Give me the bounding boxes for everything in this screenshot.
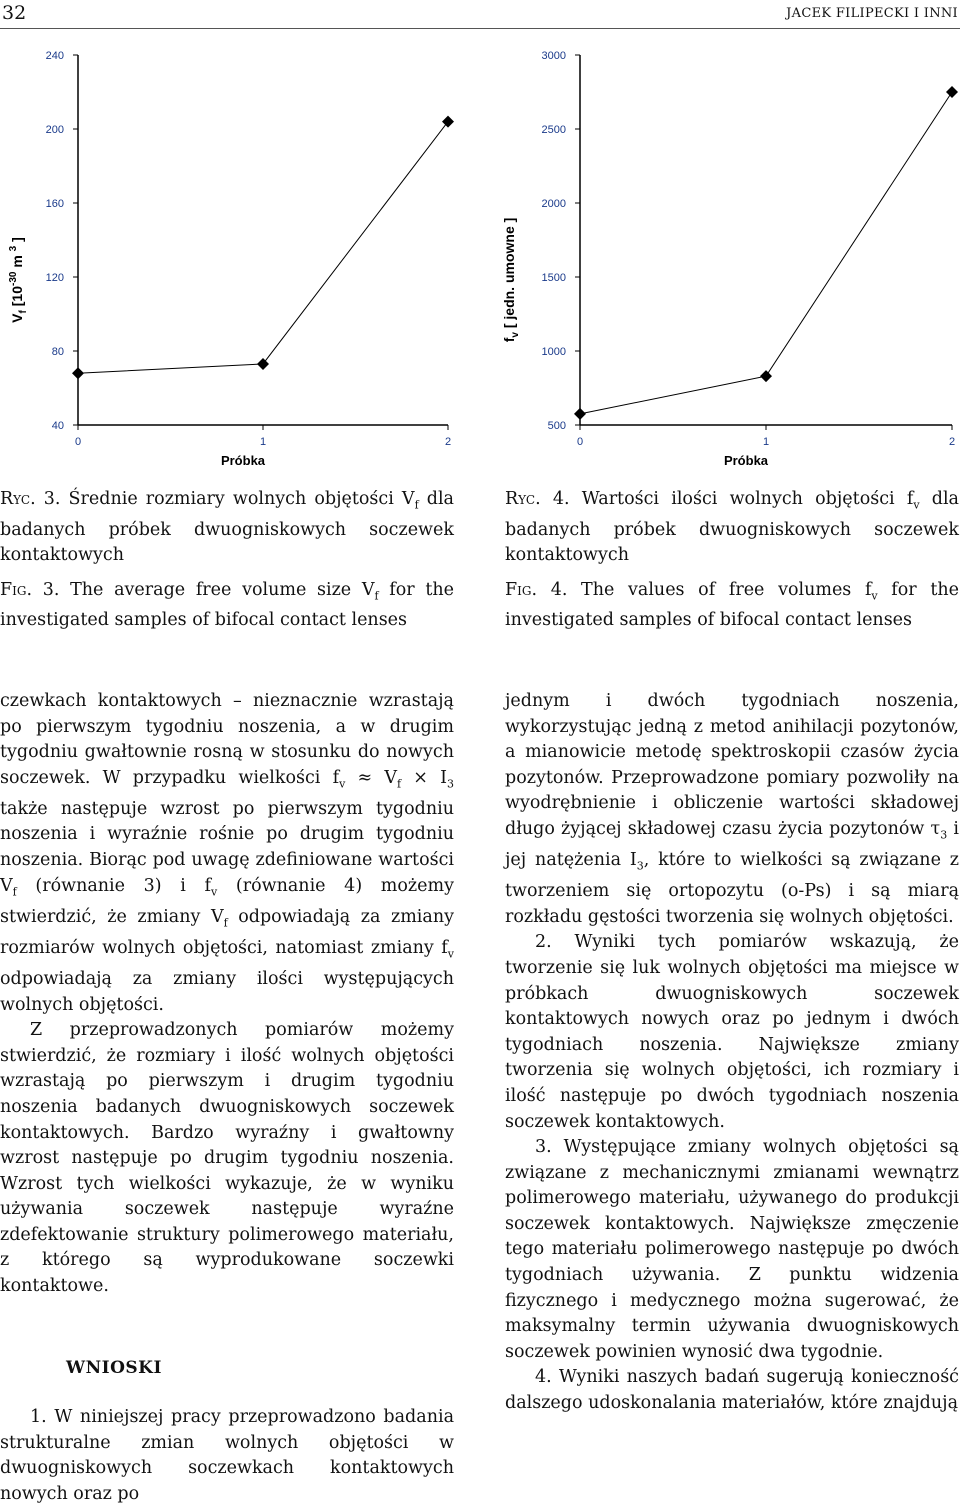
x-axis-label: Próbka bbox=[220, 453, 266, 468]
y-axis-label-unit: [ jedn. umowne ] bbox=[501, 217, 517, 333]
subscript: 3 bbox=[447, 777, 454, 791]
text-run: jednym i dwóch tygodniach noszenia, wykorzystując jedną z metod anihilacji pozytonów, a mianowicie metodę spektroskopii czasów życia pozytonów. Przeprowadzone pomiary pozwoliły na wyodrębnienie i obliczenie wartości składowej długo żyjącej składowej czasu życia pozytonów τ bbox=[505, 691, 959, 839]
x-tick-label: 2 bbox=[948, 436, 956, 448]
caption-fig4-pl-text2: dla badanych próbek dwuogniskowych soczewek kontaktowych bbox=[505, 489, 959, 565]
subscript: v bbox=[447, 947, 454, 961]
x-tick-label: 1 bbox=[259, 436, 267, 448]
header-rule bbox=[0, 28, 960, 29]
x-axis-label: Próbka bbox=[723, 453, 769, 468]
data-point bbox=[946, 86, 958, 98]
caption-fig4-en-label: Fig. 4. bbox=[505, 579, 568, 600]
running-head: JACEK FILIPECKI I INNI bbox=[786, 6, 958, 21]
x-tick-label: 2 bbox=[444, 436, 452, 448]
y-tick-label: 40 bbox=[51, 420, 64, 432]
series-line bbox=[580, 92, 952, 414]
subscript: 3 bbox=[940, 828, 948, 842]
caption-fig3-en-text1: The average free volume size V bbox=[59, 579, 375, 600]
y-tick-label: 120 bbox=[45, 272, 64, 284]
caption-fig4-pl-text1: Wartości ilości wolnych objętości f bbox=[569, 489, 914, 509]
y-tick-label: 3000 bbox=[541, 50, 566, 62]
y-axis-label-exp: -30 bbox=[8, 271, 19, 286]
caption-fig3-en bbox=[0, 578, 454, 634]
text-run: odpowiadają za zmiany ilości występujących wolnych objętości. bbox=[0, 968, 454, 1015]
subscript: v bbox=[339, 777, 346, 791]
right-paragraph-4: 4. Wyniki naszych badań sugerują konieczność dalszego udoskonalania materiałów, które znajdują bbox=[505, 1367, 959, 1414]
text-run: (równanie 4) możemy stwierdzić, że zmiany V bbox=[0, 875, 454, 927]
text-run: także następuje wzrost po pierwszym tygodniu noszenia i wyraźnie rośnie po drugim tygodniu noszenia. Biorąc pod uwagę zdefiniowane wartości V bbox=[0, 798, 454, 896]
section-heading-wnioski: WNIOSKI bbox=[66, 1357, 162, 1378]
y-axis-label-main: V bbox=[9, 313, 25, 323]
caption-fig4-en bbox=[505, 578, 959, 634]
y-axis-label-unit: [10 bbox=[9, 286, 25, 311]
page-number: 32 bbox=[2, 2, 27, 24]
caption-fig3-en-sub: f bbox=[374, 589, 379, 602]
right-paragraph-3: 3. Występujące zmiany wolnych objętości są związane z mechanicznymi zmianami wewnątrz polimerowego materiału, używanego do produkcji soczewek kontaktowych. Największe zmęczenie tego materiału polimerowego następuje po dwóch tygodniach używania. Z punktu widzenia fizycznego i medycznego można sugerować, że maksymalny termin używania dwuogniskowych soczewek powinien wynosić dwa tygodnie. bbox=[505, 1137, 959, 1362]
svg-text:fv [ jedn. umowne ] bbox=[501, 218, 521, 343]
y-axis-label-exp3: 3 bbox=[8, 245, 19, 252]
caption-fig3-pl bbox=[0, 487, 454, 568]
text-run: , które to wielkości są związane z tworzeniem się ortopozytu (o-Ps) i są miarą rozkładu gęstości tworzenia się wolnych objętości. bbox=[505, 850, 959, 927]
caption-fig3-pl-text1: Średnie rozmiary wolnych objętości V bbox=[60, 489, 415, 509]
caption-fig3-en-text2: for the investigated samples of bifocal contact lenses bbox=[0, 579, 454, 630]
caption-fig3-pl-label: Ryc. 3. bbox=[0, 489, 61, 509]
y-tick-label: 160 bbox=[45, 198, 64, 210]
x-tick-label: 0 bbox=[576, 436, 584, 448]
y-tick-label: 2000 bbox=[541, 198, 566, 210]
caption-fig4-pl bbox=[505, 487, 959, 568]
right-column bbox=[505, 689, 959, 1417]
caption-fig4-pl-sub: v bbox=[913, 498, 920, 512]
caption-fig4 bbox=[505, 487, 959, 633]
text-run: czewkach kontaktowych – nieznacznie wzrastają po pierwszym tygodniu noszenia, a w drugim tygodniu gwałtownie rosną w stosunku do nowych soczewek. W przypadku wielkości f bbox=[0, 691, 454, 788]
y-tick-label: 240 bbox=[45, 50, 64, 62]
text-run: i jej natężenia I bbox=[505, 818, 959, 871]
left-column bbox=[0, 689, 454, 1508]
y-tick-label: 1500 bbox=[541, 272, 566, 284]
y-tick-label: 200 bbox=[45, 124, 64, 136]
data-point bbox=[72, 367, 84, 379]
y-tick-label: 1000 bbox=[541, 346, 566, 358]
data-point bbox=[760, 370, 772, 382]
y-axis-label-sub: f bbox=[18, 310, 29, 314]
caption-fig4-pl-label: Ryc. 4. bbox=[505, 489, 570, 509]
y-axis-label bbox=[501, 218, 521, 343]
left-paragraph-1 bbox=[0, 689, 454, 1018]
text-run: odpowiadają za zmiany rozmiarów wolnych objętości, natomiast zmiany f bbox=[0, 906, 454, 958]
chart-fig3 bbox=[0, 40, 470, 480]
y-axis-label-sub: v bbox=[510, 332, 521, 338]
caption-fig3-en-label: Fig. 3. bbox=[0, 579, 60, 600]
series-line bbox=[78, 122, 448, 374]
caption-fig3-pl-sub: f bbox=[414, 498, 419, 512]
x-tick-label: 0 bbox=[74, 436, 82, 448]
y-tick-label: 500 bbox=[547, 420, 566, 432]
svg-text:Vf [10-30 m 3 ] bbox=[8, 237, 29, 323]
y-tick-label: 2500 bbox=[541, 124, 566, 136]
data-point bbox=[442, 116, 454, 128]
caption-fig3-pl-text2: dla badanych próbek dwuogniskowych soczewek kontaktowych bbox=[0, 489, 454, 565]
caption-fig4-en-text1: The values of free volumes f bbox=[567, 579, 872, 600]
left-paragraph-3: 1. W niniejszej pracy przeprowadzono badania strukturalne zmian wolnych objętości w dwuogniskowych soczewkach kontaktowych nowych oraz po bbox=[0, 1407, 454, 1505]
text-run: (równanie 3) i f bbox=[16, 875, 212, 896]
caption-fig4-en-sub: v bbox=[871, 589, 878, 602]
y-axis-label-m: m bbox=[9, 251, 25, 272]
y-axis-label-main: f bbox=[501, 337, 517, 343]
y-tick-label: 80 bbox=[51, 346, 64, 358]
subscript: f bbox=[396, 777, 402, 791]
subscript: v bbox=[211, 885, 218, 899]
left-paragraph-2: Z przeprowadzonych pomiarów możemy stwierdzić, że rozmiary i ilość wolnych objętości wzrastają po pierwszym i drugim tygodniu noszenia badanych dwuogniskowych soczewek kontaktowych. Bardzo wyraźny i gwałtowny wzrost następuje po drugim tygodniu noszenia. Wzrost tych wielkości wykazuje, że w wyniku używania soczewek następuje wyraźne zdefektowanie struktury polimerowego materiału, z którego są wyprodukowane soczewki kontaktowe. bbox=[0, 1020, 454, 1297]
text-run: ≈ V bbox=[345, 767, 397, 788]
right-paragraph-1 bbox=[505, 689, 959, 930]
chart-fig4 bbox=[490, 40, 960, 480]
caption-fig3 bbox=[0, 487, 454, 633]
caption-fig4-en-text2: for the investigated samples of bifocal contact lenses bbox=[505, 579, 959, 630]
subscript: f bbox=[12, 885, 17, 899]
right-paragraph-2: 2. Wyniki tych pomiarów wskazują, że tworzenie się luk wolnych objętości ma miejsce w próbkach dwuogniskowych soczewek kontaktowych nowych oraz po jednym i dwóch tygodniach noszenia. Największe zmiany tworzenia się wolnych objętości, ich rozmiary i ilość następuje po dwóch tygodniach noszenia soczewek kontaktowych. bbox=[505, 932, 959, 1132]
subscript: f bbox=[223, 916, 228, 930]
y-axis-label-close: ] bbox=[9, 237, 25, 246]
subscript: 3 bbox=[636, 859, 644, 873]
page-header bbox=[0, 0, 960, 26]
x-tick-label: 1 bbox=[762, 436, 770, 448]
data-point bbox=[574, 408, 586, 420]
y-axis-label bbox=[8, 237, 29, 323]
text-run: × I bbox=[401, 767, 447, 788]
data-point bbox=[257, 358, 269, 370]
